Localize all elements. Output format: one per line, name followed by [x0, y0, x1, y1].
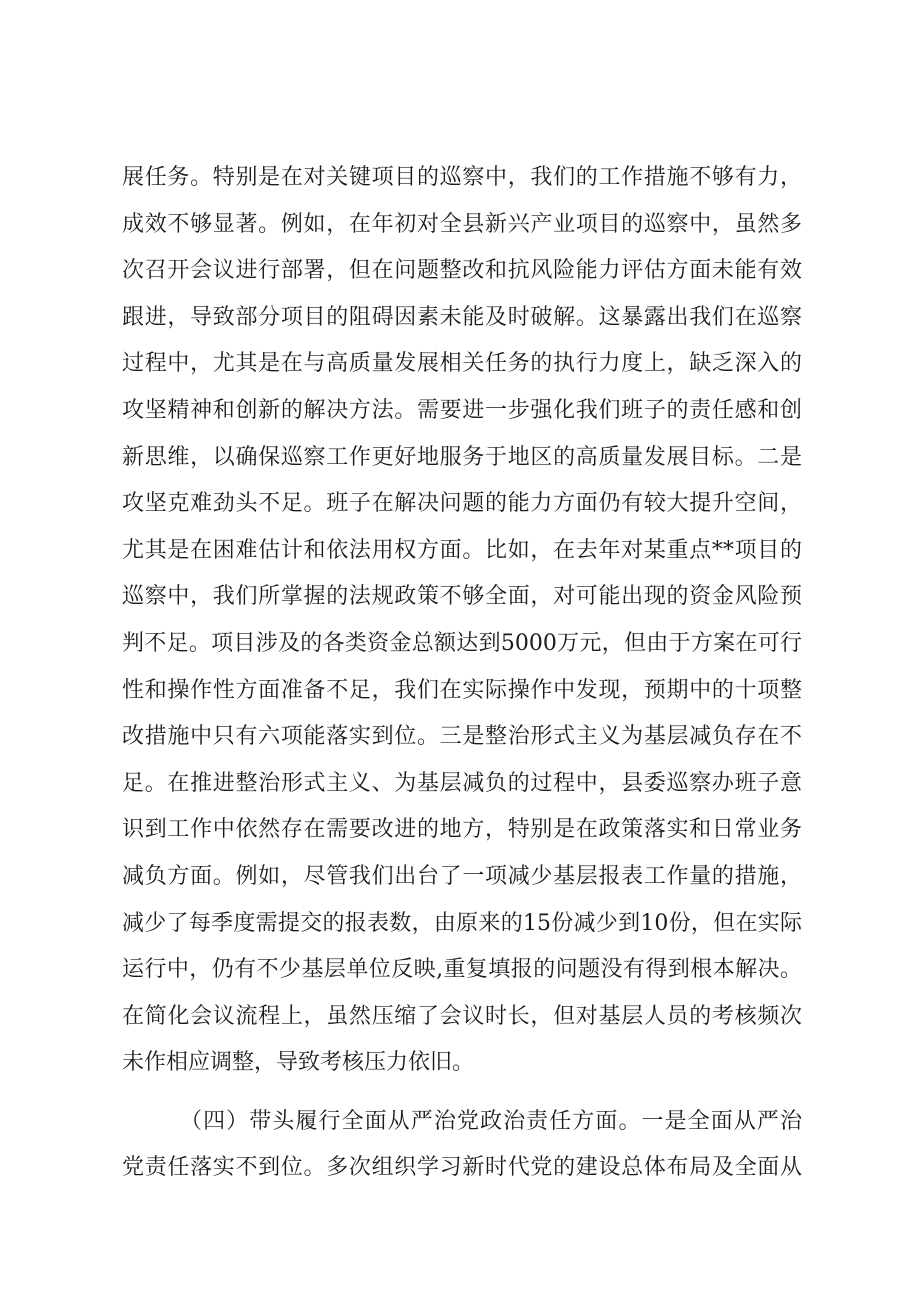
paragraph-line: 巡察中，我们所掌握的法规政策不够全面，对可能出现的资金风险预: [122, 584, 802, 610]
paragraph-line: 攻坚精神和创新的解决方法。需要进一步强化我们班子的责任感和创: [122, 397, 802, 423]
paragraph-line: 攻坚克难劲头不足。班子在解决问题的能力方面仍有较大提升空间，: [122, 491, 802, 517]
paragraph-line: 成效不够显著。例如，在年初对全县新兴产业项目的巡察中，虽然多: [122, 211, 802, 237]
paragraph-line: 新思维，以确保巡察工作更好地服务于地区的高质量发展目标。二是: [122, 444, 802, 470]
paragraph-line: 展任务。特别是在对关键项目的巡察中，我们的工作措施不够有力，: [122, 165, 802, 190]
paragraph-line: 识到工作中依然存在需要改进的地方，特别是在政策落实和日常业务: [122, 817, 802, 843]
paragraph-line-last: 未作相应调整，导致考核压力依旧。: [122, 1050, 475, 1076]
paragraph-line: 尤其是在困难估计和依法用权方面。比如，在去年对某重点**项目的: [122, 537, 802, 563]
paragraph-line: 减少了每季度需提交的报表数，由原来的15份减少到10份，但在实际: [122, 910, 802, 936]
paragraph-line: 次召开会议进行部署，但在问题整改和抗风险能力评估方面未能有效: [122, 258, 802, 284]
paragraph-line: 改措施中只有六项能落实到位。三是整治形式主义为基层减负存在不: [122, 724, 802, 750]
document-body: [122, 155, 802, 1192]
paragraph-line: 党责任落实不到位。多次组织学习新时代党的建设总体布局及全面从: [122, 1155, 802, 1181]
paragraph-line: 足。在推进整治形式主义、为基层减负的过程中，县委巡察办班子意: [122, 770, 802, 796]
paragraph-line: 过程中，尤其是在与高质量发展相关任务的执行力度上，缺乏深入的: [122, 351, 802, 377]
paragraph-line: 判不足。项目涉及的各类资金总额达到5000万元，但由于方案在可行: [122, 630, 802, 656]
paragraph-line: 运行中，仍有不少基层单位反映,重复填报的问题没有得到根本解决。: [122, 957, 802, 983]
paragraph-line: 跟进，导致部分项目的阻碍因素未能及时破解。这暴露出我们在巡察: [122, 304, 802, 330]
paragraph-line: 在简化会议流程上，虽然压缩了会议时长，但对基层人员的考核频次: [122, 1003, 802, 1029]
paragraph-line: 减负方面。例如，尽管我们出台了一项减少基层报表工作量的措施，: [122, 863, 802, 889]
paragraph-line: 性和操作性方面准备不足，我们在实际操作中发现，预期中的十项整: [122, 677, 802, 703]
section-heading-line: （四）带头履行全面从严治党政治责任方面。一是全面从严治: [180, 1108, 802, 1134]
paragraph-gap: [122, 1087, 802, 1099]
